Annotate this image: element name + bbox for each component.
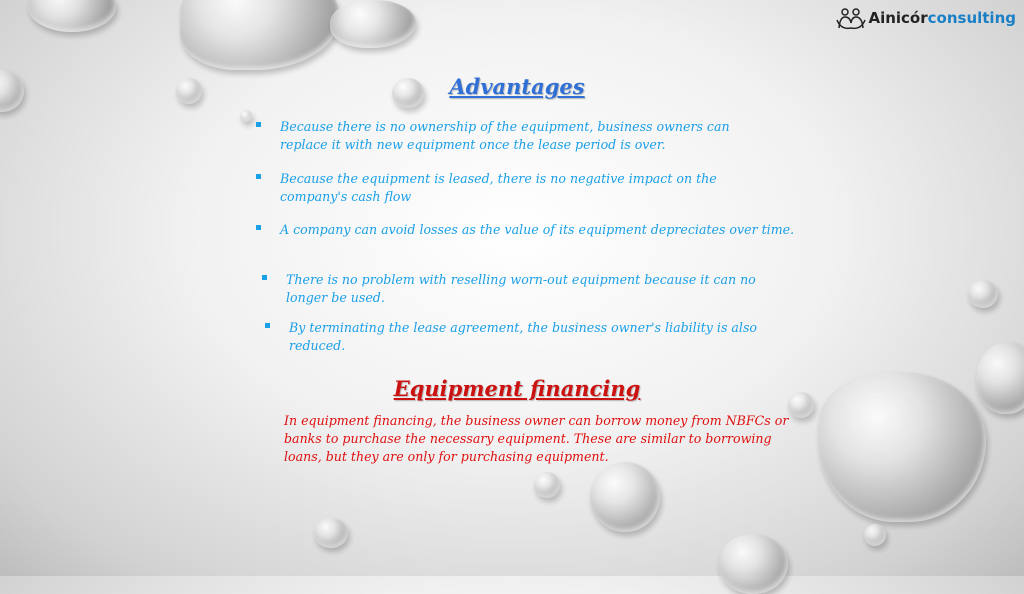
bullet-marker (265, 323, 270, 328)
advantage-bullet (280, 221, 820, 239)
advantage-bullet (280, 118, 740, 154)
water-drop-decoration (968, 280, 998, 308)
advantage-bullet-text: Because there is no ownership of the equipment, business owners can replace it with new equipment once the lease period is over. (280, 119, 730, 152)
advantages-heading: Advantages (449, 74, 585, 99)
advantage-bullet (289, 319, 759, 355)
water-drop-decoration (330, 0, 416, 48)
logo-text-secondary: consulting (927, 9, 1016, 27)
people-hands-icon (836, 6, 866, 30)
water-drop-decoration (534, 472, 560, 498)
water-drop-decoration (28, 0, 116, 32)
water-drop-decoration (718, 534, 788, 594)
water-drop-decoration (864, 524, 886, 546)
bullet-marker (256, 174, 261, 179)
advantage-bullet-text: By terminating the lease agreement, the business owner's liability is also reduced. (289, 320, 757, 353)
advantage-bullet (280, 170, 730, 206)
advantage-bullet (286, 271, 766, 307)
company-logo (836, 4, 1016, 32)
water-drop-decoration (590, 462, 660, 532)
advantage-bullet-text: Because the equipment is leased, there is no negative impact on the company's cash flow (280, 171, 717, 204)
advantage-bullet-text: There is no problem with reselling worn-out equipment because it can no longer be used. (286, 272, 756, 305)
water-drop-decoration (314, 518, 348, 548)
logo-text-primary: Ainicór (868, 9, 928, 27)
equipment-financing-heading: Equipment financing (393, 376, 641, 401)
bullet-marker (256, 225, 261, 230)
bullet-marker (262, 275, 267, 280)
water-drop-decoration (240, 110, 252, 122)
advantage-bullet-text: A company can avoid losses as the value of its equipment depreciates over time. (280, 222, 795, 237)
bullet-marker (256, 122, 261, 127)
water-drop-decoration (180, 0, 340, 70)
equipment-financing-text: In equipment financing, the business owner can borrow money from NBFCs or banks to purchase the necessary equipment. These are similar to borrowing loans, but they are only for purchasing equipment. (284, 413, 789, 464)
